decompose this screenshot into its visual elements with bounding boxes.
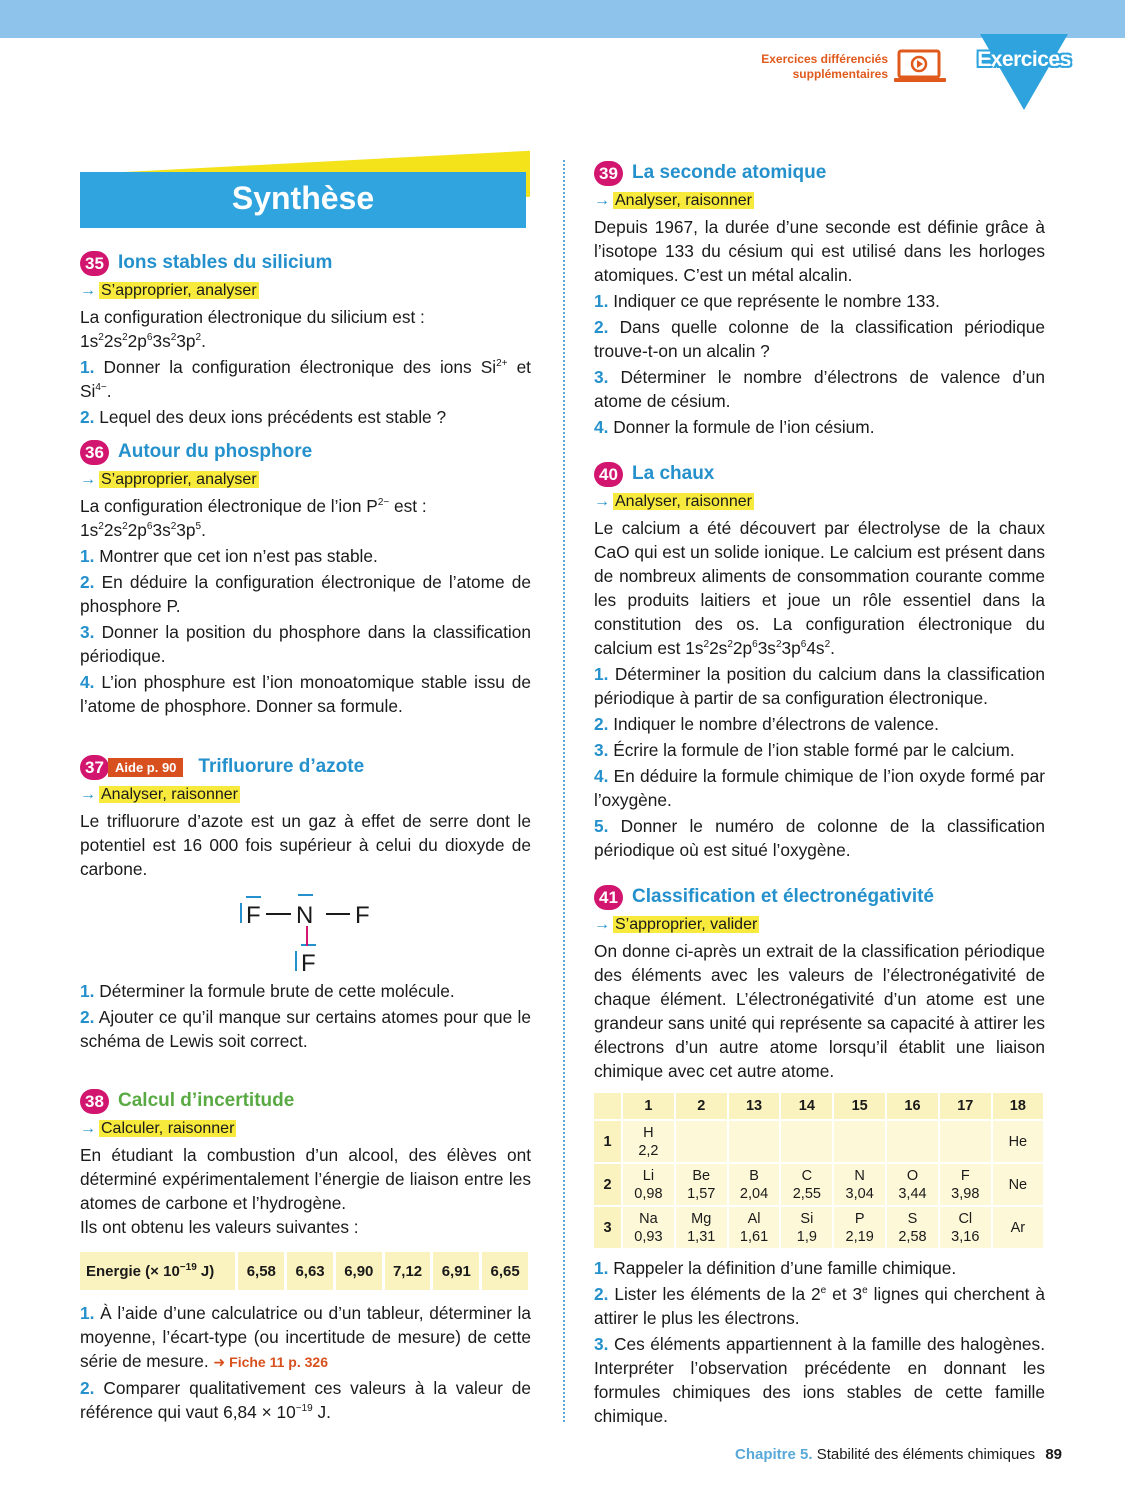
svg-text:F: F bbox=[246, 902, 261, 929]
question-1: 1. Rappeler la définition d’une famille chimique. bbox=[594, 1258, 957, 1278]
element-cell: Ne bbox=[993, 1164, 1043, 1205]
energy-table bbox=[77, 1249, 531, 1293]
exercises-badge: Exercices bbox=[977, 48, 1071, 71]
element-cell bbox=[781, 1121, 832, 1162]
question-2: 2. Dans quelle colonne de la classification périodique trouve-t-on un alcalin ? bbox=[594, 317, 1045, 361]
table-cell: 6,91 bbox=[433, 1252, 479, 1290]
exercise-title: Classification et électronégativité bbox=[632, 886, 934, 907]
chapter-label: Chapitre 5. bbox=[734, 1446, 813, 1463]
fiche-link[interactable]: ➜ Fiche 11 p. 326 bbox=[213, 1354, 328, 1370]
question-5: 5. Donner le numéro de colonne de la classification périodique où est situé l’oxygène. bbox=[594, 816, 1045, 860]
skill-tag: → S’approprier, valider bbox=[594, 916, 758, 933]
column-header: 17 bbox=[940, 1093, 991, 1119]
column-header: 13 bbox=[729, 1093, 780, 1119]
element-cell: Mg 1,31 bbox=[676, 1207, 727, 1248]
arrow-icon: → bbox=[80, 786, 96, 803]
arrow-icon: → bbox=[594, 916, 610, 933]
question-3: 3. Ces éléments appartiennent à la famille des halogènes. Interpréter l’observation précédente en donnant les formules chimiques des ions stables de cette famille chimique. bbox=[594, 1334, 1045, 1426]
exercise-intro: La configuration électronique de l’ion $P^{2-}$ est : $1s^22s^22p^63s^23p^5$. bbox=[80, 496, 427, 540]
element-cell: S 2,58 bbox=[887, 1207, 938, 1248]
svg-text:N: N bbox=[296, 902, 314, 929]
element-cell: Al 1,61 bbox=[729, 1207, 780, 1248]
question-2: 2. Comparer qualitativement ces valeurs à la valeur de référence qui vaut $6,84 \times 10^{-19}$ J. bbox=[80, 1378, 531, 1422]
element-cell: Na 0,93 bbox=[623, 1207, 674, 1248]
skill-tag: → Analyser, raisonner bbox=[594, 493, 752, 510]
element-cell: C 2,55 bbox=[781, 1164, 832, 1205]
question-2: 2. Lequel des deux ions précédents est stable ? bbox=[80, 407, 447, 427]
question-1: 1. Indiquer ce que représente le nombre 133. bbox=[594, 291, 940, 311]
exercise-intro: On donne ci-après un extrait de la classification périodique des éléments avec les valeurs de l’électronégativité de chaque élément. L’électronégativité d’un atome est une grandeur sans unité qui représente sa capacité à attirer les électrons d’un autre atome lorsqu’il établit une liaison chimique avec cet autre atome. bbox=[594, 941, 1045, 1081]
exercise-38 bbox=[80, 1087, 531, 1424]
exercise-intro: Le calcium a été découvert par électrolyse de la chaux CaO qui est un solide ionique. Le calcium est présent dans de nombreux aliments de consommation courante comme les produits laitiers et joue un rôle essentiel dans la constitution des os. La configuration électronique du calcium est $1s^22s^22p^63s^23p^64s^2$. bbox=[594, 518, 1045, 658]
page-number: 89 bbox=[1045, 1446, 1062, 1463]
exercises-badge-triangle bbox=[980, 34, 1068, 110]
exercise-number: 36 bbox=[80, 440, 109, 465]
skill-tag: → Analyser, raisonner bbox=[80, 786, 238, 803]
element-cell bbox=[834, 1121, 885, 1162]
element-cell: F 3,98 bbox=[940, 1164, 991, 1205]
element-cell: He bbox=[993, 1121, 1043, 1162]
question-1: 1. Déterminer la position du calcium dans la classification périodique à partir de sa configuration électronique. bbox=[594, 664, 1045, 708]
extra-line-2: supplémentaires bbox=[792, 67, 888, 81]
question-4: 4. En déduire la formule chimique de l’ion oxyde formé par l’oxygène. bbox=[594, 766, 1045, 810]
question-2: 2. Lister les éléments de la 2e et 3e lignes qui cherchent à attirer le plus les électrons. bbox=[594, 1284, 1046, 1328]
skill-tag: → S’approprier, analyser bbox=[80, 471, 257, 488]
table-header-row bbox=[594, 1093, 1043, 1119]
exercise-title: Trifluorure d’azote bbox=[198, 756, 365, 777]
exercise-intro: La configuration électronique du silicium est : $1s^22s^22p^63s^23p^2$. bbox=[80, 307, 425, 351]
exercise-title: La chaux bbox=[632, 463, 715, 484]
element-cell: Cl 3,16 bbox=[940, 1207, 991, 1248]
exercise-intro: Depuis 1967, la durée d’une seconde est définie grâce à l’isotope 133 du césium qui est utilisé dans les horloges atomiques. C’est un métal alcalin. bbox=[594, 217, 1045, 285]
table-label: Energie (× $10^{-19}$ J) bbox=[80, 1252, 235, 1290]
svg-text:F: F bbox=[355, 902, 370, 929]
help-link[interactable]: Aide p. 90 bbox=[108, 758, 183, 777]
exercise-40 bbox=[594, 460, 1045, 862]
exercise-37 bbox=[80, 753, 531, 1053]
column-divider bbox=[563, 160, 565, 1422]
column-header: 18 bbox=[993, 1093, 1043, 1119]
element-cell bbox=[940, 1121, 991, 1162]
question-3: 3. Écrire la formule de l’ion stable formé par le calcium. bbox=[594, 740, 1015, 760]
question-1: 1. Montrer que cet ion n’est pas stable. bbox=[80, 546, 378, 566]
question-4: 4. Donner la formule de l’ion césium. bbox=[594, 417, 875, 437]
element-cell: N 3,04 bbox=[834, 1164, 885, 1205]
exercise-number: 41 bbox=[594, 885, 623, 910]
column-header: 14 bbox=[781, 1093, 832, 1119]
element-cell: Li 0,98 bbox=[623, 1164, 674, 1205]
element-cell: B 2,04 bbox=[729, 1164, 780, 1205]
skill-tag: → Analyser, raisonner bbox=[594, 192, 752, 209]
exercise-title: Autour du phosphore bbox=[118, 441, 313, 462]
element-cell: H 2,2 bbox=[623, 1121, 674, 1162]
periodic-table bbox=[592, 1091, 1045, 1250]
chapter-title: Stabilité des éléments chimiques bbox=[816, 1446, 1036, 1463]
exercise-number: 38 bbox=[80, 1089, 109, 1114]
exercise-intro: En étudiant la combustion d’un alcool, des élèves ont déterminé expérimentalement l’énergie de liaison entre les atomes de carbone et l’hydrogène. Ils ont obtenu les valeurs suivantes : bbox=[80, 1145, 531, 1237]
section-title: Synthèse bbox=[231, 180, 375, 216]
element-cell bbox=[887, 1121, 938, 1162]
skill-tag: → Calculer, raisonner bbox=[80, 1120, 235, 1137]
table-cell: 6,90 bbox=[336, 1252, 382, 1290]
section-title-banner bbox=[80, 162, 530, 226]
table-row bbox=[80, 1252, 528, 1290]
exercise-number: 35 bbox=[80, 251, 109, 276]
question-2: 2. Indiquer le nombre d’électrons de valence. bbox=[594, 714, 939, 734]
table-cell: 6,65 bbox=[482, 1252, 528, 1290]
exercise-36 bbox=[80, 438, 531, 718]
exercise-number: 40 bbox=[594, 462, 623, 487]
exercise-number: 39 bbox=[594, 161, 623, 186]
arrow-icon: → bbox=[80, 471, 96, 488]
video-laptop-icon[interactable] bbox=[893, 49, 947, 85]
table-cell: 6,63 bbox=[287, 1252, 333, 1290]
exercise-intro: Le trifluorure d’azote est un gaz à effet de serre dont le potentiel est 16 000 fois supérieur à celui du dioxyde de carbone. bbox=[80, 811, 531, 879]
question-1: 1. Déterminer la formule brute de cette molécule. bbox=[80, 981, 455, 1001]
page-footer bbox=[650, 1446, 1062, 1463]
column-header: 2 bbox=[676, 1093, 727, 1119]
element-cell bbox=[729, 1121, 780, 1162]
exercise-39 bbox=[594, 159, 1045, 439]
row-header: 2 bbox=[594, 1164, 621, 1205]
question-1: 1. À l’aide d’une calculatrice ou d’un tableur, déterminer la moyenne, l’écart-type (ou incertitude de mesure) de cette série de mesure. ➜ Fiche 11 p. 326 bbox=[80, 1303, 531, 1371]
table-row bbox=[594, 1207, 1043, 1248]
lewis-structure-nf3 bbox=[80, 881, 531, 977]
table-row bbox=[594, 1164, 1043, 1205]
question-3: 3. Déterminer le nombre d’électrons de valence d’un atome de césium. bbox=[594, 367, 1045, 411]
exercise-title: Ions stables du silicium bbox=[118, 252, 333, 273]
top-banner bbox=[0, 0, 1125, 38]
exercise-number: 37 bbox=[80, 755, 109, 780]
exercise-title: La seconde atomique bbox=[632, 162, 827, 183]
table-cell: 7,12 bbox=[385, 1252, 431, 1290]
column-header: 15 bbox=[834, 1093, 885, 1119]
element-cell: O 3,44 bbox=[887, 1164, 938, 1205]
table-row bbox=[594, 1121, 1043, 1162]
exercise-41 bbox=[594, 883, 1045, 1428]
question-1: 1. Donner la configuration électronique des ions $Si^{2+}$ et $Si^{4-}$. bbox=[80, 357, 531, 401]
skill-tag: → S’approprier, analyser bbox=[80, 282, 257, 299]
table-corner bbox=[594, 1093, 621, 1119]
exercise-35 bbox=[80, 249, 531, 429]
exercise-title: Calcul d’incertitude bbox=[118, 1090, 295, 1111]
arrow-icon: → bbox=[594, 493, 610, 510]
arrow-icon: → bbox=[80, 282, 96, 299]
question-3: 3. Donner la position du phosphore dans la classification périodique. bbox=[80, 622, 531, 666]
svg-text:F: F bbox=[301, 950, 316, 977]
element-cell: Si 1,9 bbox=[781, 1207, 832, 1248]
row-header: 1 bbox=[594, 1121, 621, 1162]
column-header: 1 bbox=[623, 1093, 674, 1119]
element-cell: Be 1,57 bbox=[676, 1164, 727, 1205]
row-header: 3 bbox=[594, 1207, 621, 1248]
question-4: 4. L’ion phosphure est l’ion monoatomique stable issu de l’atome de phosphore. Donner sa formule. bbox=[80, 672, 531, 716]
arrow-icon: → bbox=[594, 192, 610, 209]
table-cell: 6,58 bbox=[238, 1252, 284, 1290]
element-cell: P 2,19 bbox=[834, 1207, 885, 1248]
arrow-icon: → bbox=[80, 1120, 96, 1137]
element-cell bbox=[676, 1121, 727, 1162]
extra-exercises-link[interactable] bbox=[730, 52, 888, 82]
question-2: 2. Ajouter ce qu’il manque sur certains atomes pour que le schéma de Lewis soit correct. bbox=[80, 1007, 531, 1051]
question-2: 2. En déduire la configuration électronique de l’atome de phosphore P. bbox=[80, 572, 531, 616]
column-header: 16 bbox=[887, 1093, 938, 1119]
element-cell: Ar bbox=[993, 1207, 1043, 1248]
extra-line-1: Exercices différenciés bbox=[761, 52, 888, 66]
